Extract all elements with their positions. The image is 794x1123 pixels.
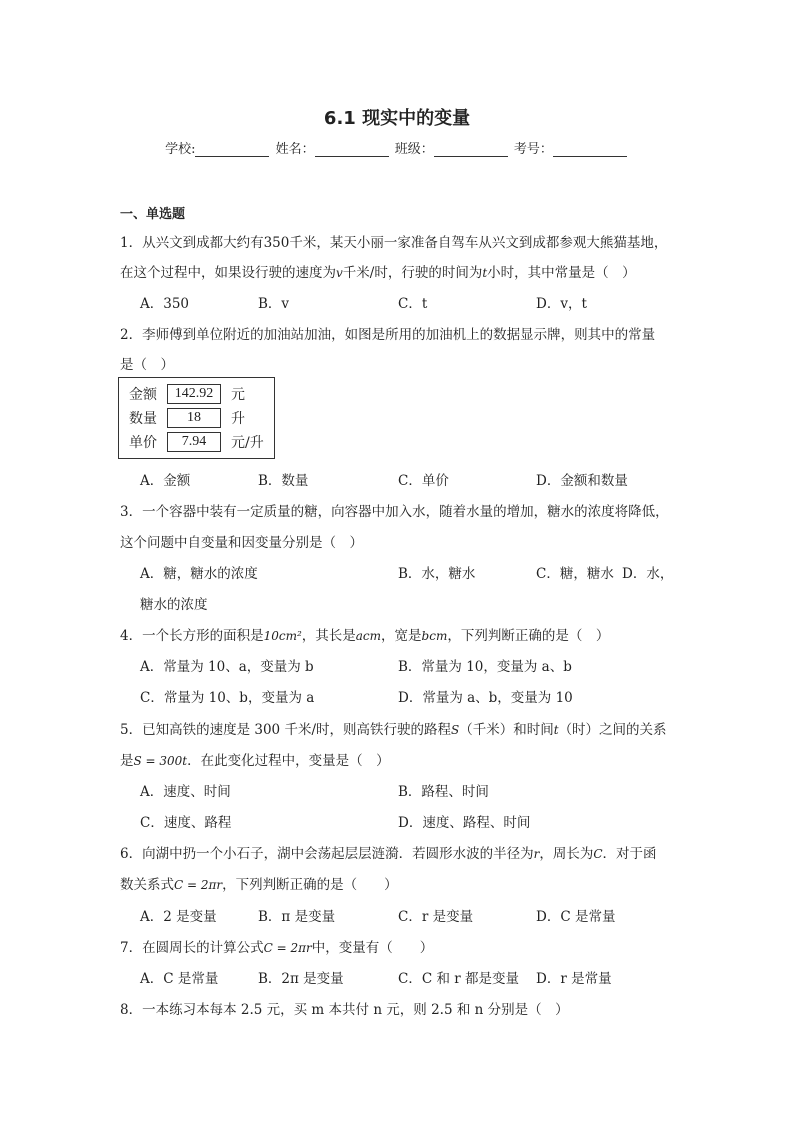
q1-option-b[interactable]: B．v (258, 296, 290, 312)
q7-option-b[interactable]: B．2π 是变量 (258, 971, 344, 987)
q3-option-d-cont: 糖水的浓度 (140, 597, 208, 613)
q5-option-b[interactable]: B．路程、时间 (398, 784, 489, 800)
fuel-pump-display (118, 377, 275, 459)
section-heading: 一、单选题 (120, 207, 186, 222)
q2-option-a[interactable]: A．金额 (140, 473, 191, 489)
q2-option-b[interactable]: B．数量 (258, 473, 309, 489)
q6-option-b[interactable]: B．π 是变量 (258, 909, 336, 925)
q3-option-b[interactable]: B．水，糖水 (398, 566, 476, 582)
q8-line1: 8．一本练习本每本 2.5 元，买 m 本共付 n 元，则 2.5 和 n 分别是（ ） (120, 1002, 569, 1018)
q5-line1: 5．已知高铁的速度是 300 千米/时，则高铁行驶的路程S（千米）和时间t（时）之间的关系 (120, 722, 667, 738)
pump-value: 142.92 (167, 384, 221, 404)
q4-line1: 4．一个长方形的面积是10cm²，其长是acm，宽是bcm，下列判断正确的是（ ） (120, 628, 610, 644)
name-label: 姓名： (275, 142, 315, 157)
q6-option-a[interactable]: A．2 是变量 (140, 909, 217, 925)
q4-option-b[interactable]: B．常量为 10，变量为 a、b (398, 659, 572, 675)
pump-unit: 元/升 (231, 435, 264, 451)
q6-option-c[interactable]: C．r 是变量 (398, 909, 474, 925)
class-blank[interactable] (434, 144, 508, 157)
pump-label: 单价 (129, 435, 157, 451)
pump-unit: 升 (231, 411, 245, 427)
q5-option-c[interactable]: C．速度、路程 (140, 815, 232, 831)
pump-value: 7.94 (167, 432, 221, 452)
q4-option-c[interactable]: C．常量为 10、b，变量为 a (140, 690, 315, 706)
q1-option-d[interactable]: D．v，t (536, 296, 587, 312)
q1-option-c[interactable]: C．t (398, 296, 428, 312)
pump-unit: 元 (231, 387, 245, 403)
q2-line1: 2．李师傅到单位附近的加油站加油，如图是所用的加油机上的数据显示牌，则其中的常量 (120, 327, 656, 343)
pump-label: 金额 (129, 387, 157, 403)
q5-option-a[interactable]: A．速度、时间 (140, 784, 231, 800)
q2-option-d[interactable]: D．金额和数量 (536, 473, 628, 489)
q1-line2: 在这个过程中，如果设行驶的速度为v千米/时，行驶的时间为t小时，其中常量是（ ） (120, 265, 636, 281)
q6-line1: 6．向湖中扔一个小石子，湖中会荡起层层涟漪．若圆形水波的半径为r，周长为C．对于函 (120, 846, 657, 862)
pump-value: 18 (167, 408, 221, 428)
q4-option-a[interactable]: A．常量为 10、a，变量为 b (140, 659, 314, 675)
q1-line1: 1．从兴文到成都大约有350千米，某天小丽一家准备自驾车从兴文到成都参观大熊猫基地， (120, 235, 668, 251)
q3-option-a[interactable]: A．糖，糖水的浓度 (140, 566, 258, 582)
q7-line1: 7．在圆周长的计算公式C = 2πr中，变量有（ ） (120, 940, 434, 956)
class-label: 班级： (394, 142, 434, 157)
student-info-row (0, 138, 794, 157)
q4-option-d[interactable]: D．常量为 a、b，变量为 10 (398, 690, 573, 706)
number-label: 考号： (513, 142, 553, 157)
q2-line2: 是（ ） (120, 357, 174, 373)
page-title: 6.1 现实中的变量 (323, 108, 471, 129)
pump-label: 数量 (129, 411, 157, 427)
q3-option-c[interactable]: C．糖，糖水 (536, 566, 614, 582)
number-blank[interactable] (553, 144, 627, 157)
q3-line2: 这个问题中自变量和因变量分别是（ ） (120, 535, 363, 551)
q1-option-a[interactable]: A．350 (140, 296, 190, 312)
q7-option-a[interactable]: A．C 是常量 (140, 971, 219, 987)
q3-line1: 3．一个容器中装有一定质量的糖，向容器中加入水，随着水量的增加，糖水的浓度将降低， (120, 504, 669, 520)
pump-row-amount (125, 383, 268, 405)
school-label: 学校: (165, 142, 196, 157)
q2-option-c[interactable]: C．单价 (398, 473, 449, 489)
name-blank[interactable] (315, 144, 389, 157)
q6-line2: 数关系式C = 2πr，下列判断正确的是（ ） (120, 877, 398, 893)
q7-option-c[interactable]: C．C 和 r 都是变量 (398, 971, 519, 987)
school-blank[interactable] (195, 144, 269, 157)
q5-option-d[interactable]: D．速度、路程、时间 (398, 815, 531, 831)
q6-option-d[interactable]: D．C 是常量 (536, 909, 616, 925)
pump-row-quantity (125, 407, 268, 429)
q5-line2: 是S = 300t．在此变化过程中，变量是（ ） (120, 753, 390, 769)
pump-row-price (125, 431, 268, 453)
q7-option-d[interactable]: D．r 是常量 (536, 971, 612, 987)
q3-option-d[interactable]: D．水， (622, 566, 674, 582)
